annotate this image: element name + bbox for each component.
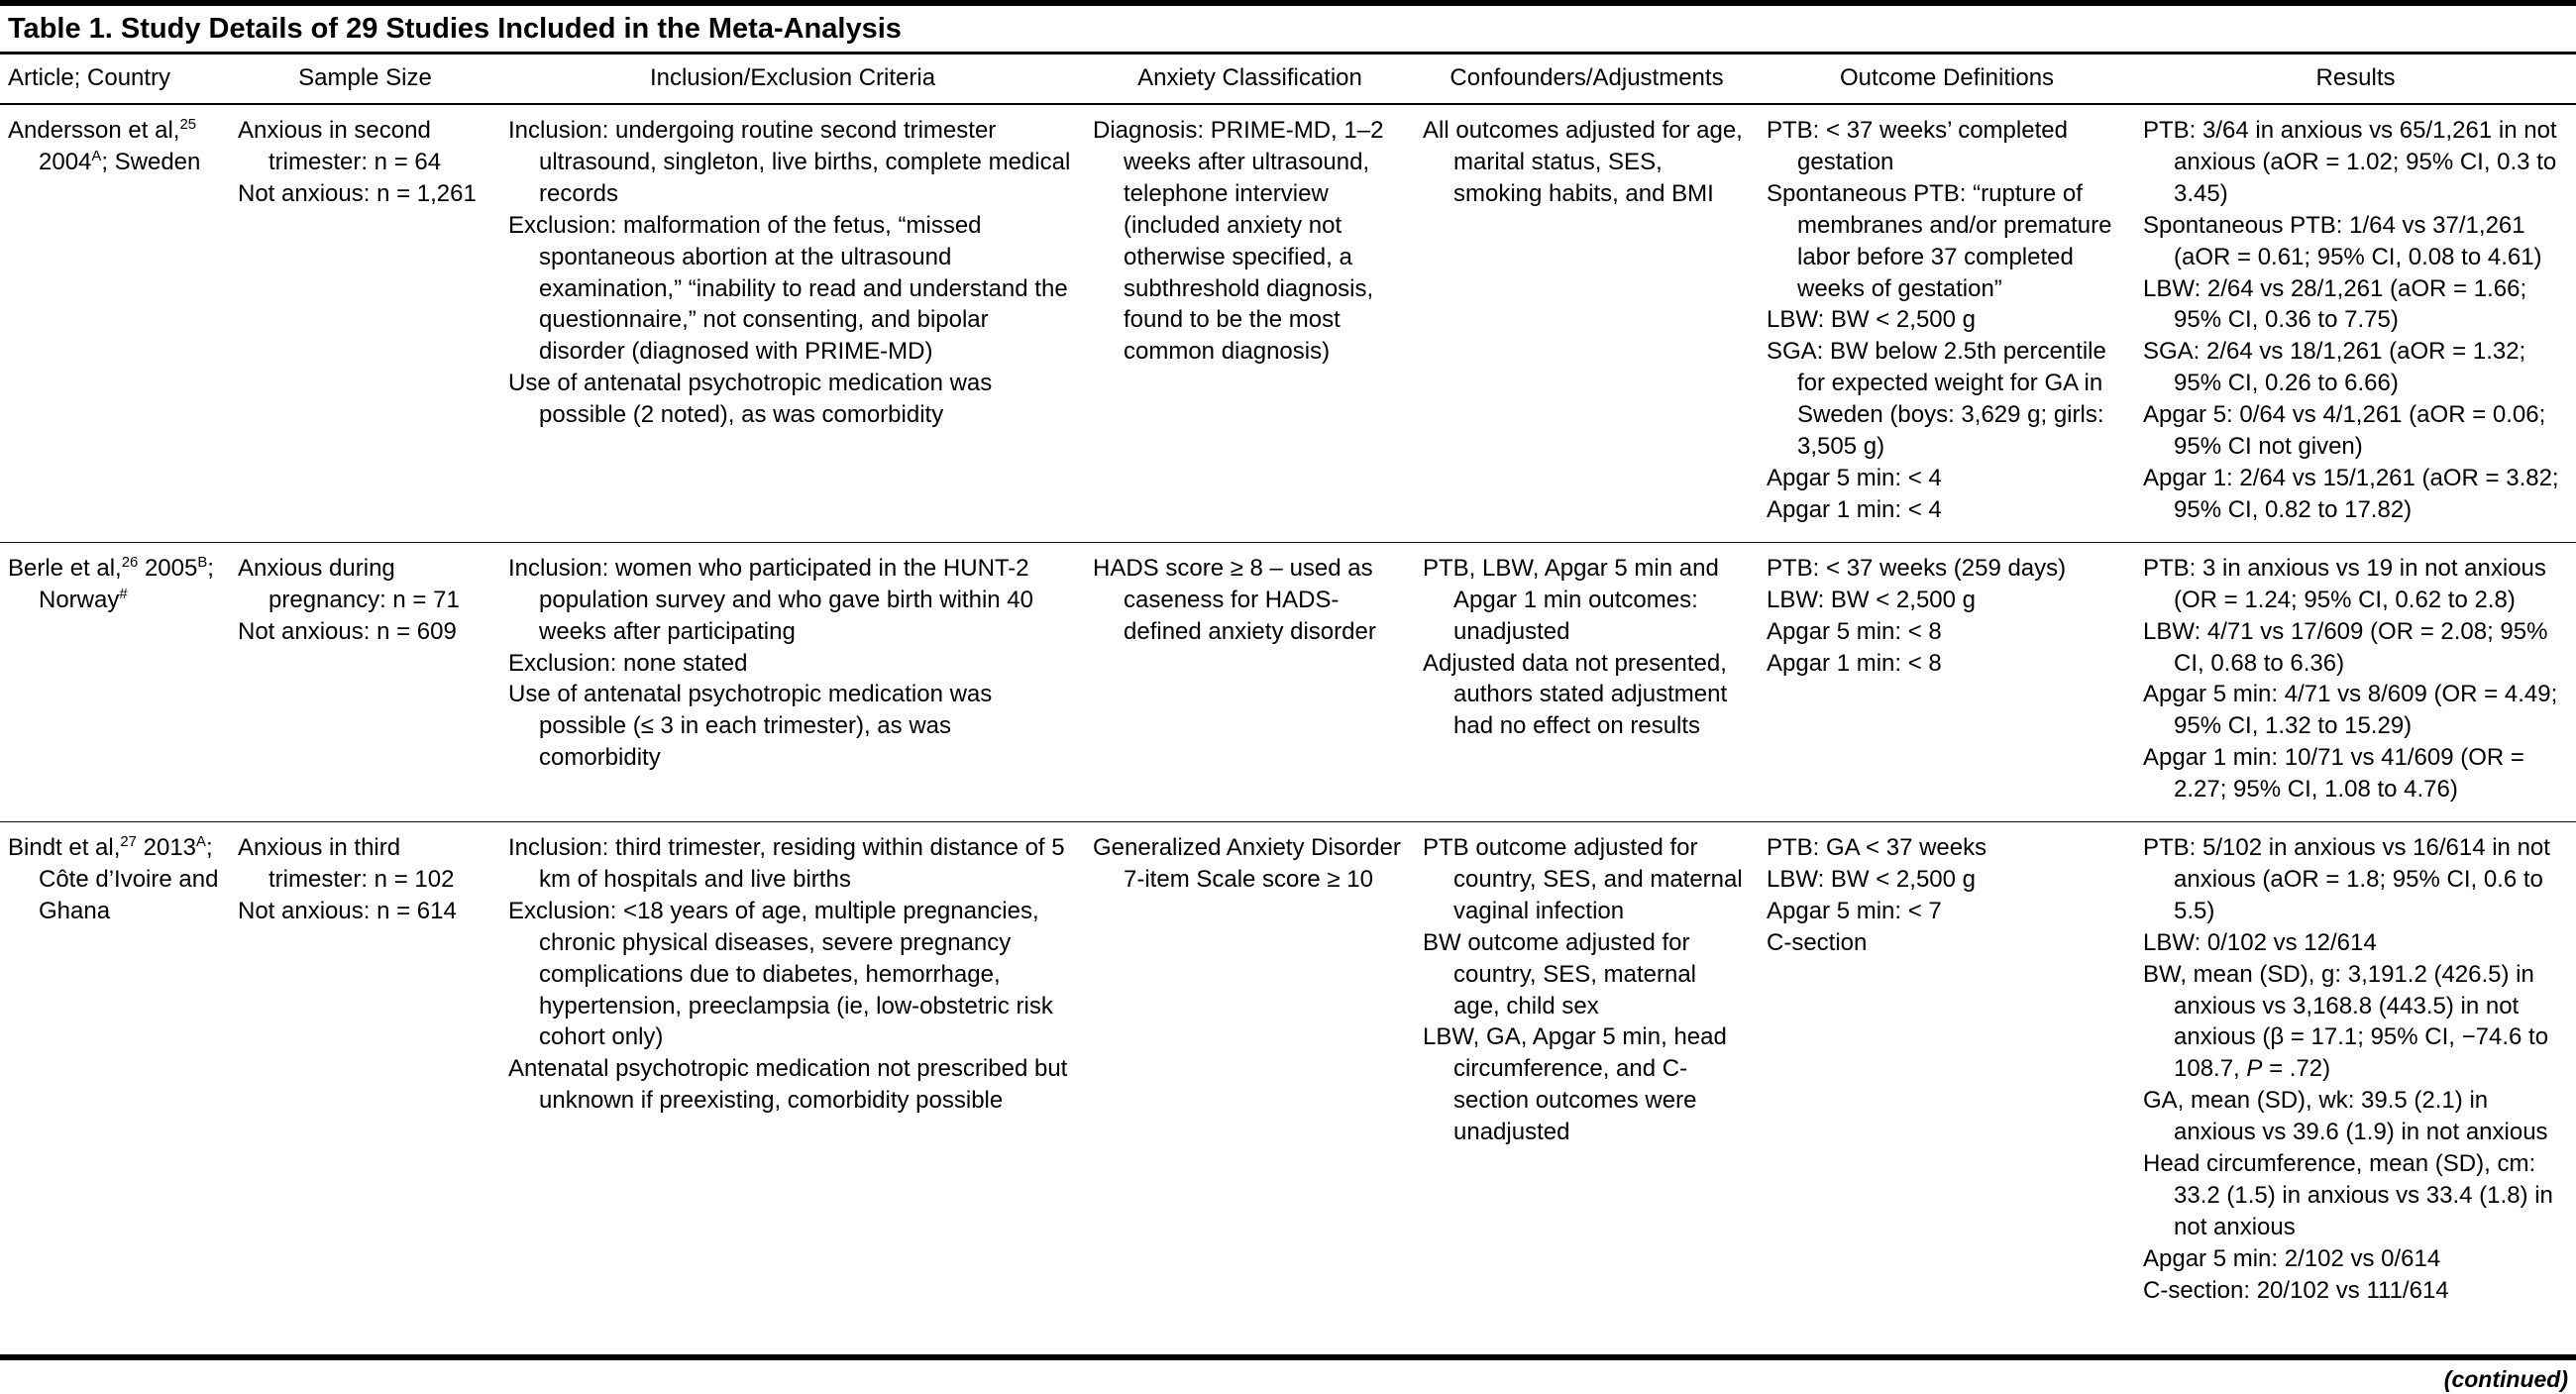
cell-paragraph: Generalized Anxiety Disorder 7-item Scale score ≥ 10 (1093, 834, 1401, 893)
cell-paragraph: PTB: 5/102 in anxious vs 16/614 in not anxious (aOR = 1.8; 95% CI, 0.6 to 5.5) (2143, 834, 2550, 924)
cell-paragraph: Exclusion: none stated (508, 649, 748, 677)
cell-outcome-definitions (1759, 822, 2135, 1323)
table-body (0, 104, 2576, 1323)
cell-paragraph: LBW: 4/71 vs 17/609 (OR = 2.08; 95% CI, 0.68 to 6.36) (2143, 617, 2548, 677)
cell-inclusion-exclusion-criteria (500, 542, 1085, 821)
cell-paragraph: Adjusted data not presented, authors stated adjustment had no effect on results (1423, 649, 1728, 740)
cell-outcome-definitions (1759, 104, 2135, 542)
cell-anxiety-classification (1085, 822, 1415, 1323)
cell-paragraph: Anxious in second trimester: n = 64 (238, 117, 442, 175)
cell-paragraph: Apgar 5 min: 2/102 vs 0/614 (2143, 1244, 2441, 1272)
cell-sample-size (230, 104, 500, 542)
spacer (0, 1323, 2576, 1354)
table-footer (0, 1354, 2576, 1394)
cell-paragraph: LBW: BW < 2,500 g (1767, 586, 1976, 613)
column-header-inclusion-exclusion-criteria: Inclusion/Exclusion Criteria (500, 54, 1085, 104)
cell-paragraph: Inclusion: women who participated in the HUNT-2 population survey and who gave birth within 40 weeks after participating (508, 554, 1033, 645)
study-details-table (0, 54, 2576, 1323)
cell-paragraph: PTB: GA < 37 weeks (1767, 834, 1987, 862)
cell-paragraph: Spontaneous PTB: 1/64 vs 37/1,261 (aOR = 0.61; 95% CI, 0.08 to 4.61) (2143, 211, 2542, 270)
cell-paragraph: C-section (1767, 928, 1868, 956)
study-row (0, 822, 2576, 1323)
cell-paragraph: Anxious during pregnancy: n = 71 (238, 554, 460, 613)
cell-paragraph: Not anxious: n = 609 (238, 617, 457, 645)
cell-anxiety-classification (1085, 104, 1415, 542)
study-row (0, 104, 2576, 542)
cell-results (2135, 822, 2576, 1323)
cell-paragraph: LBW: 0/102 vs 12/614 (2143, 928, 2377, 956)
cell-paragraph: Andersson et al,$^{25}$ $2004^A$; Sweden (8, 117, 201, 175)
cell-paragraph: Not anxious: n = 1,261 (238, 179, 477, 207)
cell-outcome-definitions (1759, 542, 2135, 821)
column-header-article-country: Article; Country (0, 54, 230, 104)
column-header-outcome-definitions: Outcome Definitions (1759, 54, 2135, 104)
cell-paragraph: Head circumference, mean (SD), cm: 33.2 (1.5) in anxious vs 33.4 (1.8) in not anxious (2143, 1150, 2553, 1240)
cell-paragraph: GA, mean (SD), wk: 39.5 (2.1) in anxious vs 39.6 (1.9) in not anxious (2143, 1087, 2548, 1146)
cell-paragraph: PTB: < 37 weeks (259 days) (1767, 554, 2067, 582)
cell-paragraph: SGA: BW below 2.5th percentile for expected weight for GA in Sweden (boys: 3,629 g; girls: 3,505 g) (1767, 338, 2106, 461)
cell-paragraph: All outcomes adjusted for age, marital status, SES, smoking habits, and BMI (1423, 117, 1743, 207)
cell-results (2135, 104, 2576, 542)
cell-paragraph: Diagnosis: PRIME-MD, 1–2 weeks after ultrasound, telephone interview (included anxiety not otherwise specified, a subthreshold diagnosis, found to be the most common diagnosis) (1093, 117, 1384, 366)
cell-sample-size (230, 542, 500, 821)
cell-paragraph: Apgar 5 min: 4/71 vs 8/609 (OR = 4.49; 95% CI, 1.32 to 15.29) (2143, 681, 2558, 740)
cell-article-country (0, 104, 230, 542)
cell-paragraph: Not anxious: n = 614 (238, 897, 457, 924)
cell-paragraph: Use of antenatal psychotropic medication was possible (2 noted), as was comorbidity (508, 370, 993, 429)
cell-paragraph: Berle et al,$^{26}$ $2005^B$; Norway# (8, 554, 214, 613)
cell-paragraph: PTB: < 37 weeks’ completed gestation (1767, 117, 2068, 175)
cell-confounders-adjustments (1415, 822, 1759, 1323)
cell-paragraph: LBW, GA, Apgar 5 min, head circumference, and C-section outcomes were unadjusted (1423, 1023, 1727, 1146)
cell-paragraph: BW outcome adjusted for country, SES, maternal age, child sex (1423, 928, 1696, 1019)
study-row (0, 542, 2576, 821)
cell-confounders-adjustments (1415, 104, 1759, 542)
cell-paragraph: Spontaneous PTB: “rupture of membranes and/or premature labor before 37 completed weeks of gestation” (1767, 179, 2112, 302)
cell-paragraph: LBW: BW < 2,500 g (1767, 306, 1976, 334)
cell-paragraph: Apgar 5 min: < 8 (1767, 617, 1942, 645)
cell-paragraph: PTB: 3/64 in anxious vs 65/1,261 in not anxious (aOR = 1.02; 95% CI, 0.3 to 3.45) (2143, 117, 2557, 207)
table-title: Table 1. Study Details of 29 Studies Included in the Meta-Analysis (8, 13, 902, 45)
cell-inclusion-exclusion-criteria (500, 822, 1085, 1323)
cell-paragraph: LBW: BW < 2,500 g (1767, 865, 1976, 893)
column-header-confounders-adjustments: Confounders/Adjustments (1415, 54, 1759, 104)
table-header (0, 54, 2576, 104)
table-title-row (0, 6, 2576, 52)
cell-paragraph: Bindt et al,$^{27}$ $2013^A$; Côte d’Ivoire and Ghana (8, 834, 219, 924)
cell-paragraph: Anxious in third trimester: n = 102 (238, 834, 455, 893)
cell-paragraph: Antenatal psychotropic medication not prescribed but unknown if preexisting, comorbidity possible (508, 1055, 1068, 1115)
cell-paragraph: SGA: 2/64 vs 18/1,261 (aOR = 1.32; 95% CI, 0.26 to 6.66) (2143, 338, 2526, 397)
cell-paragraph: PTB: 3 in anxious vs 19 in not anxious (OR = 1.24; 95% CI, 0.62 to 2.8) (2143, 554, 2546, 613)
cell-sample-size (230, 822, 500, 1323)
cell-article-country (0, 542, 230, 821)
cell-paragraph: HADS score ≥ 8 – used as caseness for HADS-defined anxiety disorder (1093, 554, 1376, 645)
cell-paragraph: Inclusion: undergoing routine second trimester ultrasound, singleton, live births, complete medical records (508, 117, 1071, 207)
cell-paragraph: Apgar 5 min: < 7 (1767, 897, 1942, 924)
cell-paragraph: Apgar 1 min: < 4 (1767, 495, 1942, 523)
cell-confounders-adjustments (1415, 542, 1759, 821)
cell-paragraph: Apgar 1 min: 10/71 vs 41/609 (OR = 2.27; 95% CI, 1.08 to 4.76) (2143, 744, 2524, 804)
cell-paragraph: Apgar 5: 0/64 vs 4/1,261 (aOR = 0.06; 95% CI not given) (2143, 401, 2546, 461)
cell-paragraph: C-section: 20/102 vs 111/614 (2143, 1276, 2449, 1304)
cell-paragraph: PTB, LBW, Apgar 5 min and Apgar 1 min outcomes: unadjusted (1423, 554, 1719, 645)
cell-inclusion-exclusion-criteria (500, 104, 1085, 542)
cell-paragraph: Apgar 1 min: < 8 (1767, 649, 1942, 677)
column-header-anxiety-classification: Anxiety Classification (1085, 54, 1415, 104)
continued-label: (continued) (2443, 1366, 2568, 1392)
column-header-results: Results (2135, 54, 2576, 104)
cell-paragraph: Apgar 1: 2/64 vs 15/1,261 (aOR = 3.82; 95% CI, 0.82 to 17.82) (2143, 464, 2559, 523)
cell-paragraph: BW, mean (SD), g: 3,191.2 (426.5) in anxious vs 3,168.8 (443.5) in not anxious (β = 17.1; 95% CI, −74.6 to 108.7, P = .72) (2143, 960, 2549, 1083)
cell-paragraph: Exclusion: <18 years of age, multiple pregnancies, chronic physical diseases, severe pregnancy complications due to diabetes, hemorrhage, hypertension, preeclampsia (ie, low-obstetric risk cohort only) (508, 897, 1053, 1051)
column-header-sample-size: Sample Size (230, 54, 500, 104)
cell-article-country (0, 822, 230, 1323)
cell-paragraph: Apgar 5 min: < 4 (1767, 464, 1942, 491)
cell-anxiety-classification (1085, 542, 1415, 821)
cell-paragraph: PTB outcome adjusted for country, SES, and maternal vaginal infection (1423, 834, 1743, 924)
cell-paragraph: Use of antenatal psychotropic medication was possible (≤ 3 in each trimester), as was comorbidity (508, 681, 993, 772)
cell-results (2135, 542, 2576, 821)
header-row (0, 54, 2576, 104)
cell-paragraph: Exclusion: malformation of the fetus, “missed spontaneous abortion at the ultrasound examination,” “inability to read and understand the questionnaire,” not consenting, and bipolar disorder (diagnosed with PRIME-MD) (508, 211, 1068, 366)
cell-paragraph: Inclusion: third trimester, residing within distance of 5 km of hospitals and live births (508, 834, 1065, 893)
cell-paragraph: LBW: 2/64 vs 28/1,261 (aOR = 1.66; 95% CI, 0.36 to 7.75) (2143, 274, 2527, 334)
